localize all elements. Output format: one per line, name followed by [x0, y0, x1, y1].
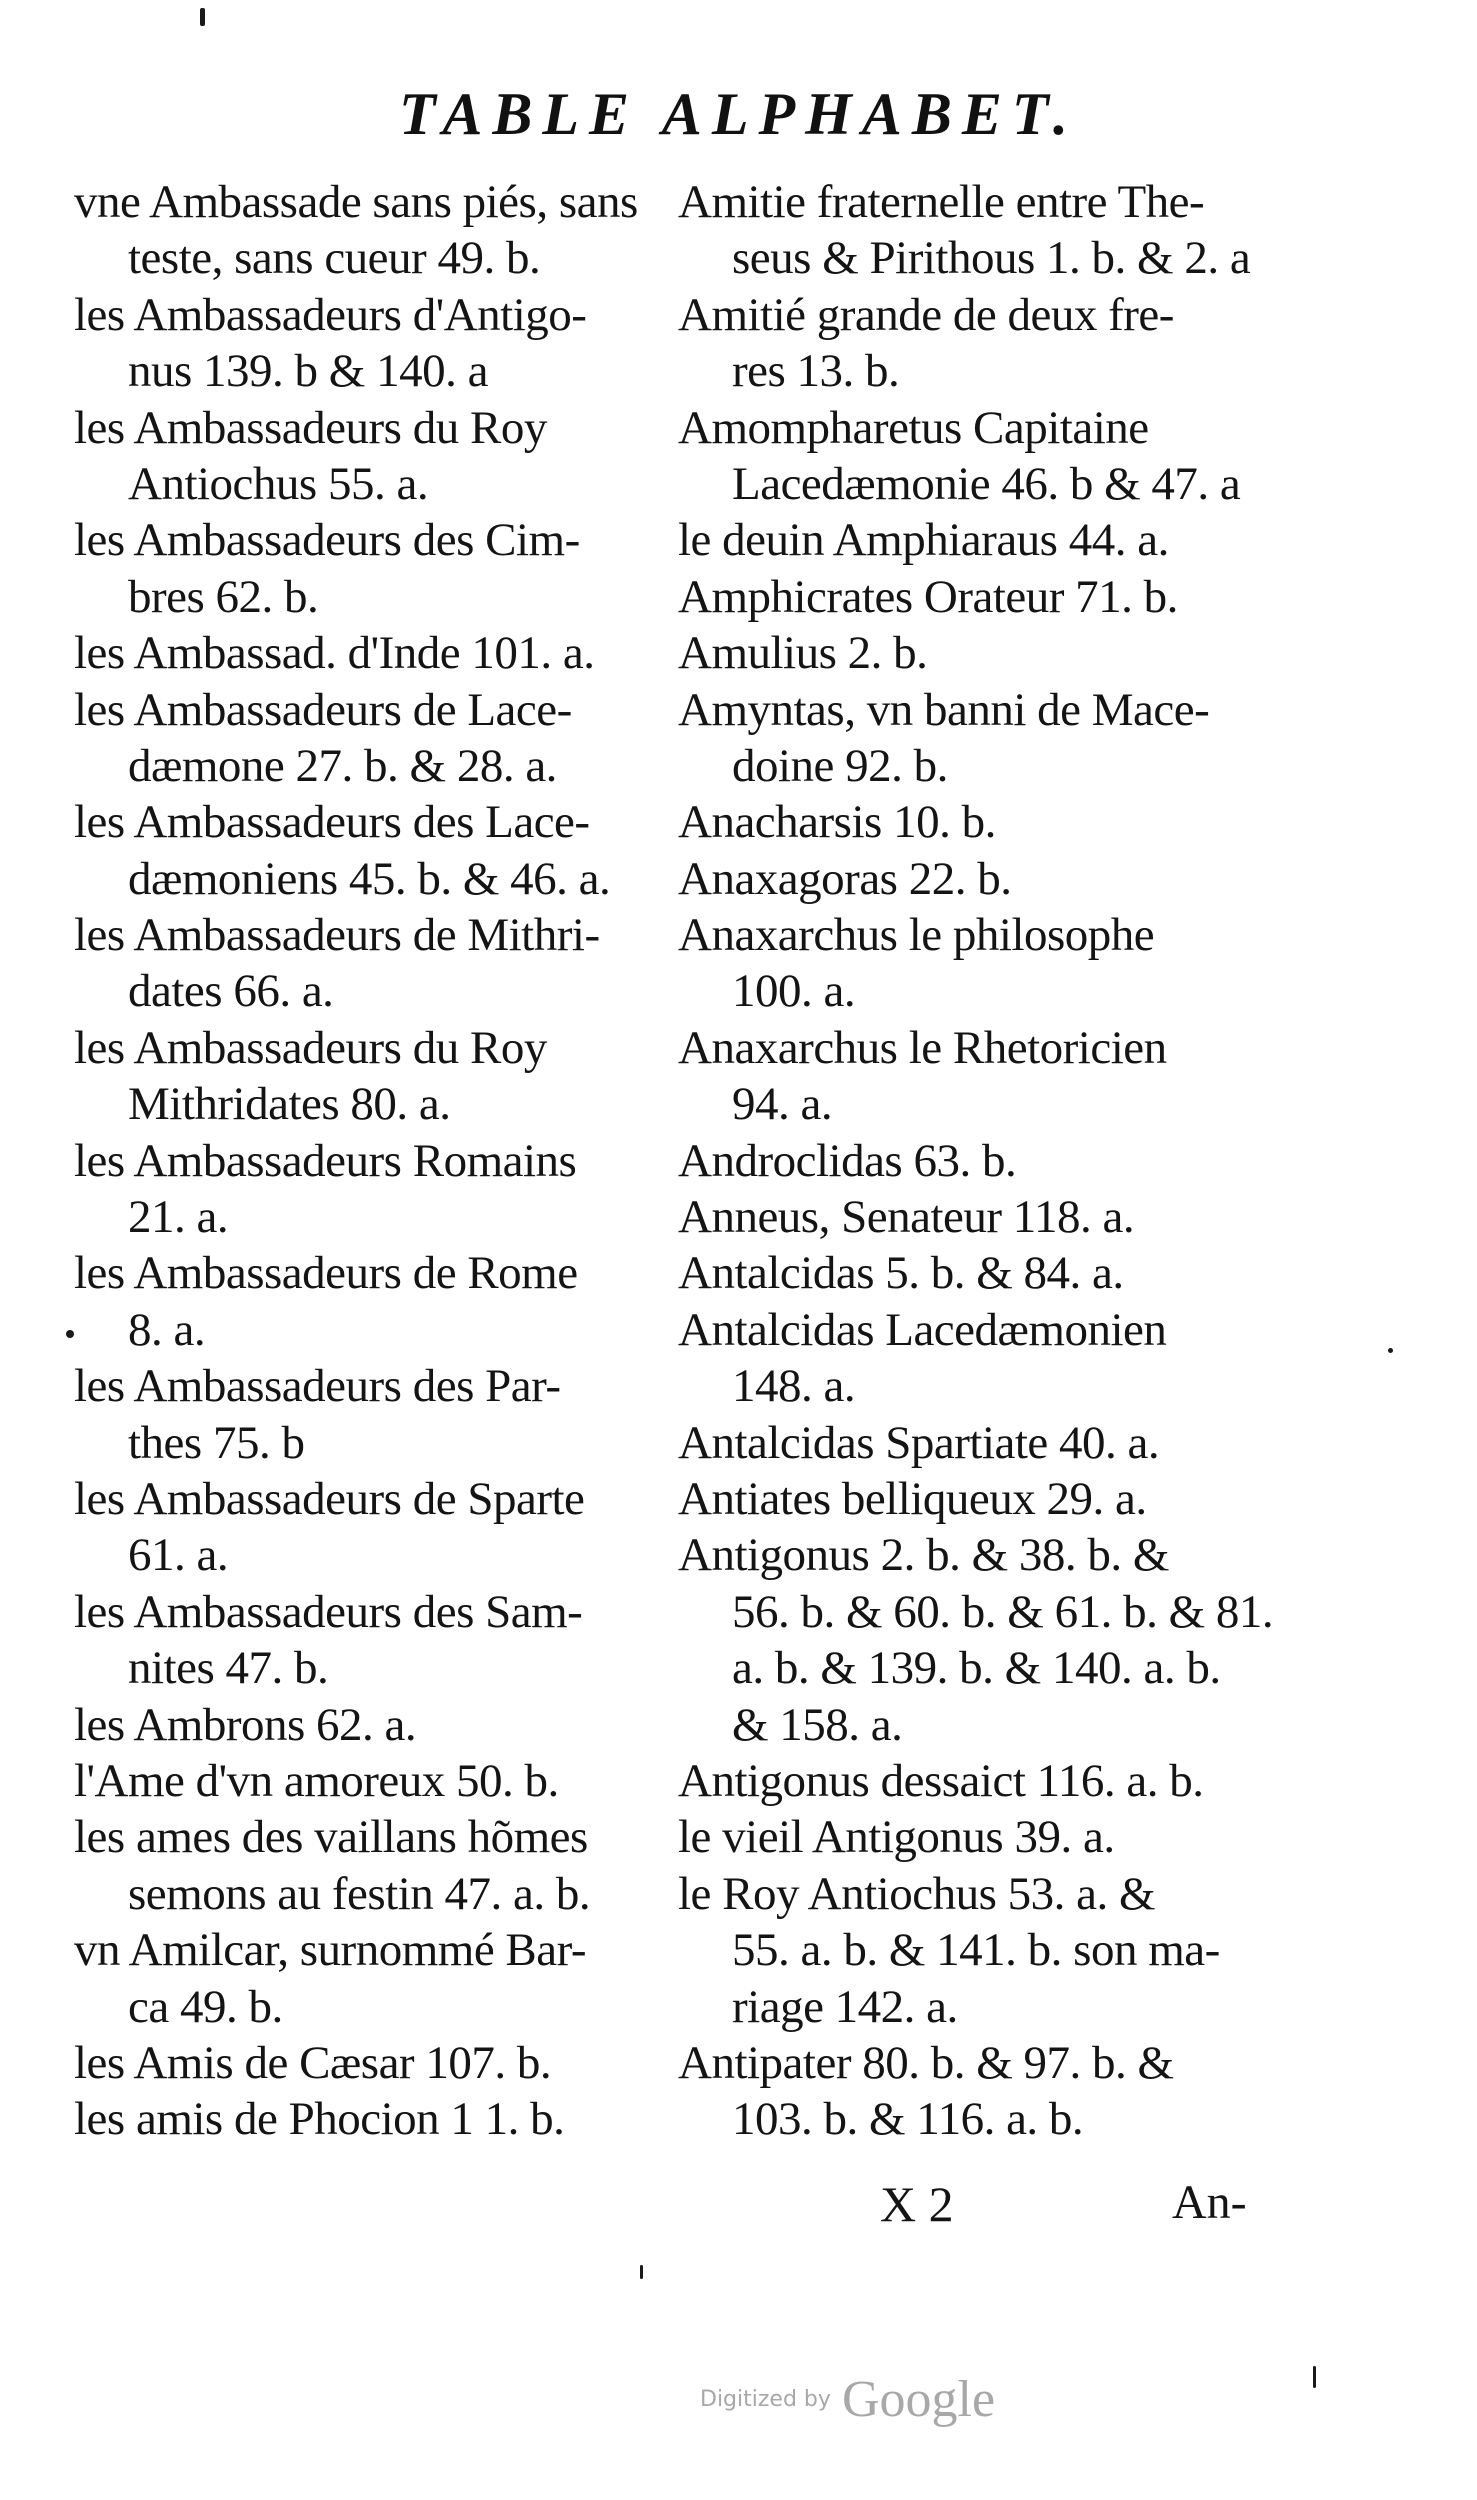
entry-line: Antipater 80. b. & 97. b. & — [678, 2036, 1174, 2089]
signature-mark: X 2 — [880, 2176, 954, 2232]
index-entry — [74, 1809, 674, 1922]
entry-line: Amompharetus Capitaine — [678, 401, 1149, 454]
entry-line: Anaxarchus le Rhetoricien — [678, 1021, 1167, 1074]
entry-continuation: 103. b. & 116. a. b. — [732, 2093, 1084, 2146]
entry-line: Antalcidas Spartiate 40. a. — [678, 1416, 1160, 1469]
entry-continuation: semons au festin 47. a. b. — [128, 1867, 591, 1920]
ink-speck — [640, 2265, 643, 2279]
index-entry — [678, 1527, 1288, 1753]
index-entry — [678, 512, 1288, 568]
entry-continuation: bres 62. b. — [128, 570, 319, 623]
index-entry — [74, 174, 674, 287]
catchword: An- — [1172, 2176, 1247, 2229]
entry-line: vne Ambassade sans piés, sans — [74, 176, 638, 228]
entry-continuation: ca 49. b. — [128, 1980, 283, 2033]
watermark-brand: Google — [842, 2371, 996, 2428]
ink-speck — [66, 1330, 74, 1338]
entry-continuation: 8. a. — [128, 1303, 206, 1356]
index-entry — [74, 682, 674, 795]
entry-line: Amphicrates Orateur 71. b. — [678, 570, 1178, 623]
index-entry — [74, 1133, 674, 1246]
entry-line: les Ambassadeurs de Rome — [74, 1247, 578, 1300]
entry-continuation: 61. a. — [128, 1529, 229, 1582]
entry-line: Amulius 2. b. — [678, 627, 928, 680]
entry-line: Anaxagoras 22. b. — [678, 852, 1012, 905]
entry-line: Antalcidas Lacedæmonien — [678, 1303, 1167, 1356]
ink-speck — [1388, 1348, 1393, 1353]
entry-line: le deuin Amphiaraus 44. a. — [678, 514, 1169, 567]
entry-line: les ames des vaillans hõmes — [74, 1811, 588, 1864]
index-entry — [678, 625, 1288, 681]
entry-continuation: Lacedæmonie 46. b & 47. a — [732, 457, 1241, 510]
index-entry — [678, 1245, 1288, 1301]
index-entry — [678, 1189, 1288, 1245]
entry-continuation: dæmoniens 45. b. & 46. a. — [128, 852, 611, 905]
entry-continuation: dæmone 27. b. & 28. a. — [128, 739, 557, 792]
entry-line: les Ambrons 62. a. — [74, 1698, 417, 1751]
index-entry — [678, 1020, 1288, 1133]
index-entry — [74, 1471, 674, 1584]
index-entry — [678, 851, 1288, 907]
entry-line: les Ambassadeurs Romains — [74, 1134, 577, 1187]
index-entry — [74, 1753, 674, 1809]
entry-line: les Ambassadeurs de Lace- — [74, 683, 572, 736]
entry-line: Amitie fraternelle entre The- — [678, 176, 1205, 228]
index-entry — [678, 174, 1288, 287]
entry-line: Amitié grande de deux fre- — [678, 288, 1174, 341]
ink-speck — [1313, 2366, 1316, 2388]
entry-line: les Ambassadeurs des Cim- — [74, 514, 580, 567]
entry-continuation: 148. a. — [732, 1360, 856, 1413]
entry-continuation: dates 66. a. — [128, 965, 334, 1018]
index-entry — [74, 794, 674, 907]
index-entry — [74, 907, 674, 1020]
index-entry — [678, 1866, 1288, 2035]
entry-continuation: nus 139. b & 140. a — [128, 345, 488, 398]
index-entry — [678, 907, 1288, 1020]
entry-continuation: doine 92. b. — [732, 739, 948, 792]
entry-line: Antigonus 2. b. & 38. b. & — [678, 1529, 1169, 1582]
entry-line: les Ambassadeurs de Sparte — [74, 1472, 585, 1525]
index-entry — [74, 1584, 674, 1697]
index-entry — [678, 2035, 1288, 2148]
index-entry — [74, 400, 674, 513]
index-entry — [74, 287, 674, 400]
entry-continuation: thes 75. b — [128, 1416, 305, 1469]
index-entry — [678, 794, 1288, 850]
index-entry — [678, 1471, 1288, 1527]
page-header: TABLE ALPHABET. — [398, 81, 1078, 147]
entry-line: les Ambassadeurs du Roy — [74, 401, 547, 454]
entry-line: Antalcidas 5. b. & 84. a. — [678, 1247, 1124, 1300]
index-entry — [678, 1415, 1288, 1471]
entry-line: Amyntas, vn banni de Mace- — [678, 683, 1210, 736]
index-entry — [678, 287, 1288, 400]
entry-line: les amis de Phocion 1 1. b. — [74, 2093, 565, 2146]
entry-line: les Ambassadeurs d'Antigo- — [74, 288, 587, 341]
left-column — [74, 174, 674, 2148]
index-entry — [74, 512, 674, 625]
entry-line: les Ambassadeurs des Par- — [74, 1360, 561, 1413]
right-column — [678, 174, 1288, 2148]
entry-line: Anneus, Senateur 118. a. — [678, 1191, 1135, 1244]
entry-line: vn Amilcar, surnommé Bar- — [74, 1924, 587, 1977]
entry-line: Antiates belliqueux 29. a. — [678, 1472, 1147, 1525]
entry-line: le Roy Antiochus 53. a. & — [678, 1867, 1156, 1920]
entry-line: l'Ame d'vn amoreux 50. b. — [74, 1754, 559, 1807]
entry-line: Antigonus dessaict 116. a. b. — [678, 1754, 1204, 1807]
entry-line: les Ambassadeurs du Roy — [74, 1021, 547, 1074]
index-entry — [678, 1302, 1288, 1415]
entry-continuation: 94. a. — [732, 1078, 833, 1131]
index-entry — [678, 1753, 1288, 1809]
entry-continuation: 21. a. — [128, 1191, 229, 1244]
entry-continuation: 55. a. b. & 141. b. son ma- — [732, 1924, 1220, 1977]
entry-line: les Ambassad. d'Inde 101. a. — [74, 627, 595, 680]
entry-continuation: Antiochus 55. a. — [128, 457, 429, 510]
entry-line: les Amis de Cæsar 107. b. — [74, 2036, 552, 2089]
entry-line: les Ambassadeurs de Mithri- — [74, 909, 600, 962]
entry-line: le vieil Antigonus 39. a. — [678, 1811, 1115, 1864]
index-entry — [678, 682, 1288, 795]
entry-line: les Ambassadeurs des Lace- — [74, 796, 590, 849]
entry-continuation: a. b. & 139. b. & 140. a. b. — [732, 1642, 1221, 1695]
index-entry — [678, 1133, 1288, 1189]
index-entry — [74, 2035, 674, 2091]
index-entry — [678, 400, 1288, 513]
index-entry — [678, 569, 1288, 625]
entry-continuation: nites 47. b. — [128, 1642, 329, 1695]
index-entry — [678, 1809, 1288, 1865]
entry-continuation: seus & Pirithous 1. b. & 2. a — [732, 232, 1251, 285]
entry-line: les Ambassadeurs des Sam- — [74, 1585, 583, 1638]
index-entry — [74, 1697, 674, 1753]
index-entry — [74, 1358, 674, 1471]
entry-continuation: & 158. a. — [732, 1698, 903, 1751]
entry-continuation: 100. a. — [732, 965, 856, 1018]
entry-line: Anacharsis 10. b. — [678, 796, 996, 849]
index-entry — [74, 2091, 674, 2147]
watermark-prefix: Digitized by — [700, 2387, 831, 2412]
entry-line: Androclidas 63. b. — [678, 1134, 1017, 1187]
index-entry — [74, 1020, 674, 1133]
entry-continuation: teste, sans cueur 49. b. — [128, 232, 541, 285]
entry-continuation: res 13. b. — [732, 345, 900, 398]
entry-continuation: 56. b. & 60. b. & 61. b. & 81. — [732, 1585, 1274, 1638]
index-entry — [74, 625, 674, 681]
digitization-watermark — [700, 2370, 995, 2429]
entry-continuation: riage 142. a. — [732, 1980, 958, 2033]
entry-continuation: Mithridates 80. a. — [128, 1078, 451, 1131]
ink-speck — [200, 8, 205, 26]
index-entry — [74, 1245, 674, 1358]
index-entry — [74, 1922, 674, 2035]
entry-line: Anaxarchus le philosophe — [678, 909, 1155, 962]
